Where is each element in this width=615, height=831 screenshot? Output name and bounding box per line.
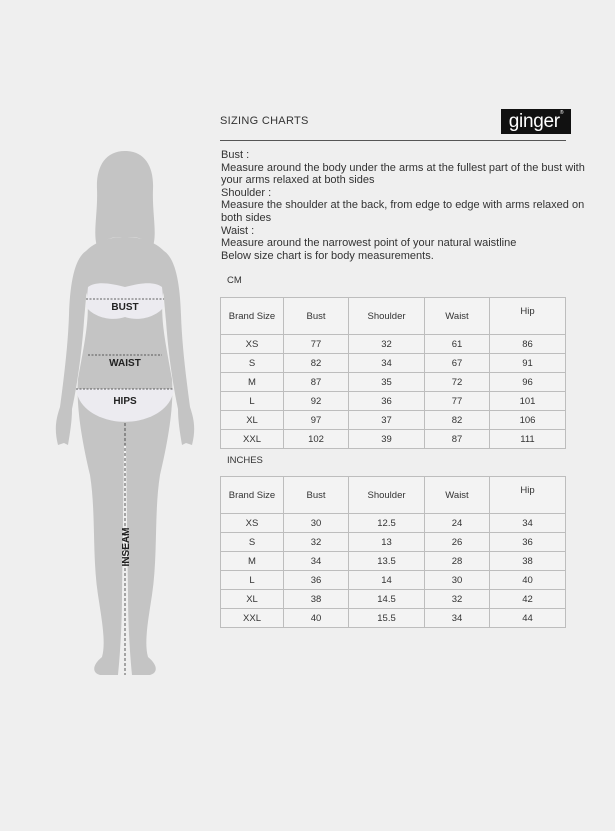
desc-line: Measure around the narrowest point of your natural waistline <box>221 237 517 250</box>
table-cell: 24 <box>425 514 490 533</box>
table-cell: 82 <box>284 354 349 373</box>
column-header: Brand Size <box>221 298 284 335</box>
table-cell: 67 <box>425 354 490 373</box>
table-cell: 34 <box>284 552 349 571</box>
table-row <box>221 430 566 449</box>
hips-label: HIPS <box>113 396 137 407</box>
table-cell: 26 <box>425 533 490 552</box>
table-cell: 14.5 <box>349 590 425 609</box>
table-cell: 32 <box>349 335 425 354</box>
table-cell: 36 <box>284 571 349 590</box>
column-header: Bust <box>284 477 349 514</box>
bust-label: BUST <box>111 302 139 313</box>
table-cell: 36 <box>490 533 566 552</box>
table-cell: XS <box>221 335 284 354</box>
table-cell: 97 <box>284 411 349 430</box>
table-cell: XXL <box>221 430 284 449</box>
table-cell: 30 <box>284 514 349 533</box>
table-cell: 37 <box>349 411 425 430</box>
table-cell: XL <box>221 411 284 430</box>
table-cell: 40 <box>284 609 349 628</box>
table-cell: 44 <box>490 609 566 628</box>
table-cell: 101 <box>490 392 566 411</box>
table-cell: 39 <box>349 430 425 449</box>
table-row <box>221 514 566 533</box>
table-cell: 12.5 <box>349 514 425 533</box>
desc-line: Shoulder : <box>221 186 272 199</box>
table-cell: 102 <box>284 430 349 449</box>
page-title: SIZING CHARTS <box>220 115 309 127</box>
table-row <box>221 571 566 590</box>
table-cell: 38 <box>284 590 349 609</box>
table-cell: 42 <box>490 590 566 609</box>
table-row <box>221 411 566 430</box>
table-cell: 111 <box>490 430 566 449</box>
table-row <box>221 533 566 552</box>
table-cell: M <box>221 552 284 571</box>
table-cell: 15.5 <box>349 609 425 628</box>
table-cell: XL <box>221 590 284 609</box>
table-cell: 30 <box>425 571 490 590</box>
table-cell: 13.5 <box>349 552 425 571</box>
table-row <box>221 373 566 392</box>
table-cell: 35 <box>349 373 425 392</box>
inches-section-label: INCHES <box>227 455 263 466</box>
table-cell: 38 <box>490 552 566 571</box>
desc-line: Measure the shoulder at the back, from edge to edge with arms relaxed on <box>221 199 585 212</box>
desc-line: both sides <box>221 211 272 224</box>
table-cell: L <box>221 392 284 411</box>
table-cell: 36 <box>349 392 425 411</box>
inseam-label: INSEAM <box>121 527 132 567</box>
table-cell: 87 <box>284 373 349 392</box>
table-row <box>221 335 566 354</box>
body-figure-illustration <box>40 145 210 685</box>
table-cell: S <box>221 354 284 373</box>
table-cell: 34 <box>490 514 566 533</box>
table-row <box>221 354 566 373</box>
table-cell: 82 <box>425 411 490 430</box>
table-cell: 86 <box>490 335 566 354</box>
table-cell: 34 <box>425 609 490 628</box>
desc-line: Measure around the body under the arms at the fullest part of the bust with <box>221 161 585 174</box>
brand-logo-text: ginger <box>508 111 560 132</box>
brand-logo: ginger® <box>501 109 571 134</box>
table-cell: L <box>221 571 284 590</box>
desc-line: Waist : <box>221 224 255 237</box>
waist-label: WAIST <box>109 358 141 369</box>
table-cell: 61 <box>425 335 490 354</box>
column-header: Shoulder <box>349 477 425 514</box>
column-header: Shoulder <box>349 298 425 335</box>
table-cell: 32 <box>425 590 490 609</box>
desc-line: your arms relaxed at both sides <box>221 174 375 187</box>
header-divider <box>220 140 566 141</box>
table-row <box>221 609 566 628</box>
table-cell: S <box>221 533 284 552</box>
inches-size-table <box>220 476 566 628</box>
table-header-row <box>221 298 566 335</box>
column-header: Hip <box>490 298 566 335</box>
cm-size-table <box>220 297 566 449</box>
table-row <box>221 552 566 571</box>
table-cell: 40 <box>490 571 566 590</box>
table-cell: 13 <box>349 533 425 552</box>
table-cell: 77 <box>284 335 349 354</box>
table-cell: 96 <box>490 373 566 392</box>
table-cell: 34 <box>349 354 425 373</box>
table-cell: 72 <box>425 373 490 392</box>
table-cell: 106 <box>490 411 566 430</box>
table-cell: XS <box>221 514 284 533</box>
table-cell: 32 <box>284 533 349 552</box>
column-header: Hip <box>490 477 566 514</box>
table-cell: 28 <box>425 552 490 571</box>
table-row <box>221 392 566 411</box>
table-cell: 77 <box>425 392 490 411</box>
table-row <box>221 590 566 609</box>
column-header: Brand Size <box>221 477 284 514</box>
cm-section-label: CM <box>227 275 242 286</box>
column-header: Bust <box>284 298 349 335</box>
table-cell: 92 <box>284 392 349 411</box>
column-header: Waist <box>425 298 490 335</box>
column-header: Waist <box>425 477 490 514</box>
desc-line: Below size chart is for body measurements. <box>221 249 434 262</box>
desc-line: Bust : <box>221 149 250 161</box>
table-cell: 87 <box>425 430 490 449</box>
table-cell: 14 <box>349 571 425 590</box>
table-cell: XXL <box>221 609 284 628</box>
table-cell: M <box>221 373 284 392</box>
measurement-instructions <box>221 149 585 262</box>
table-header-row <box>221 477 566 514</box>
table-cell: 91 <box>490 354 566 373</box>
